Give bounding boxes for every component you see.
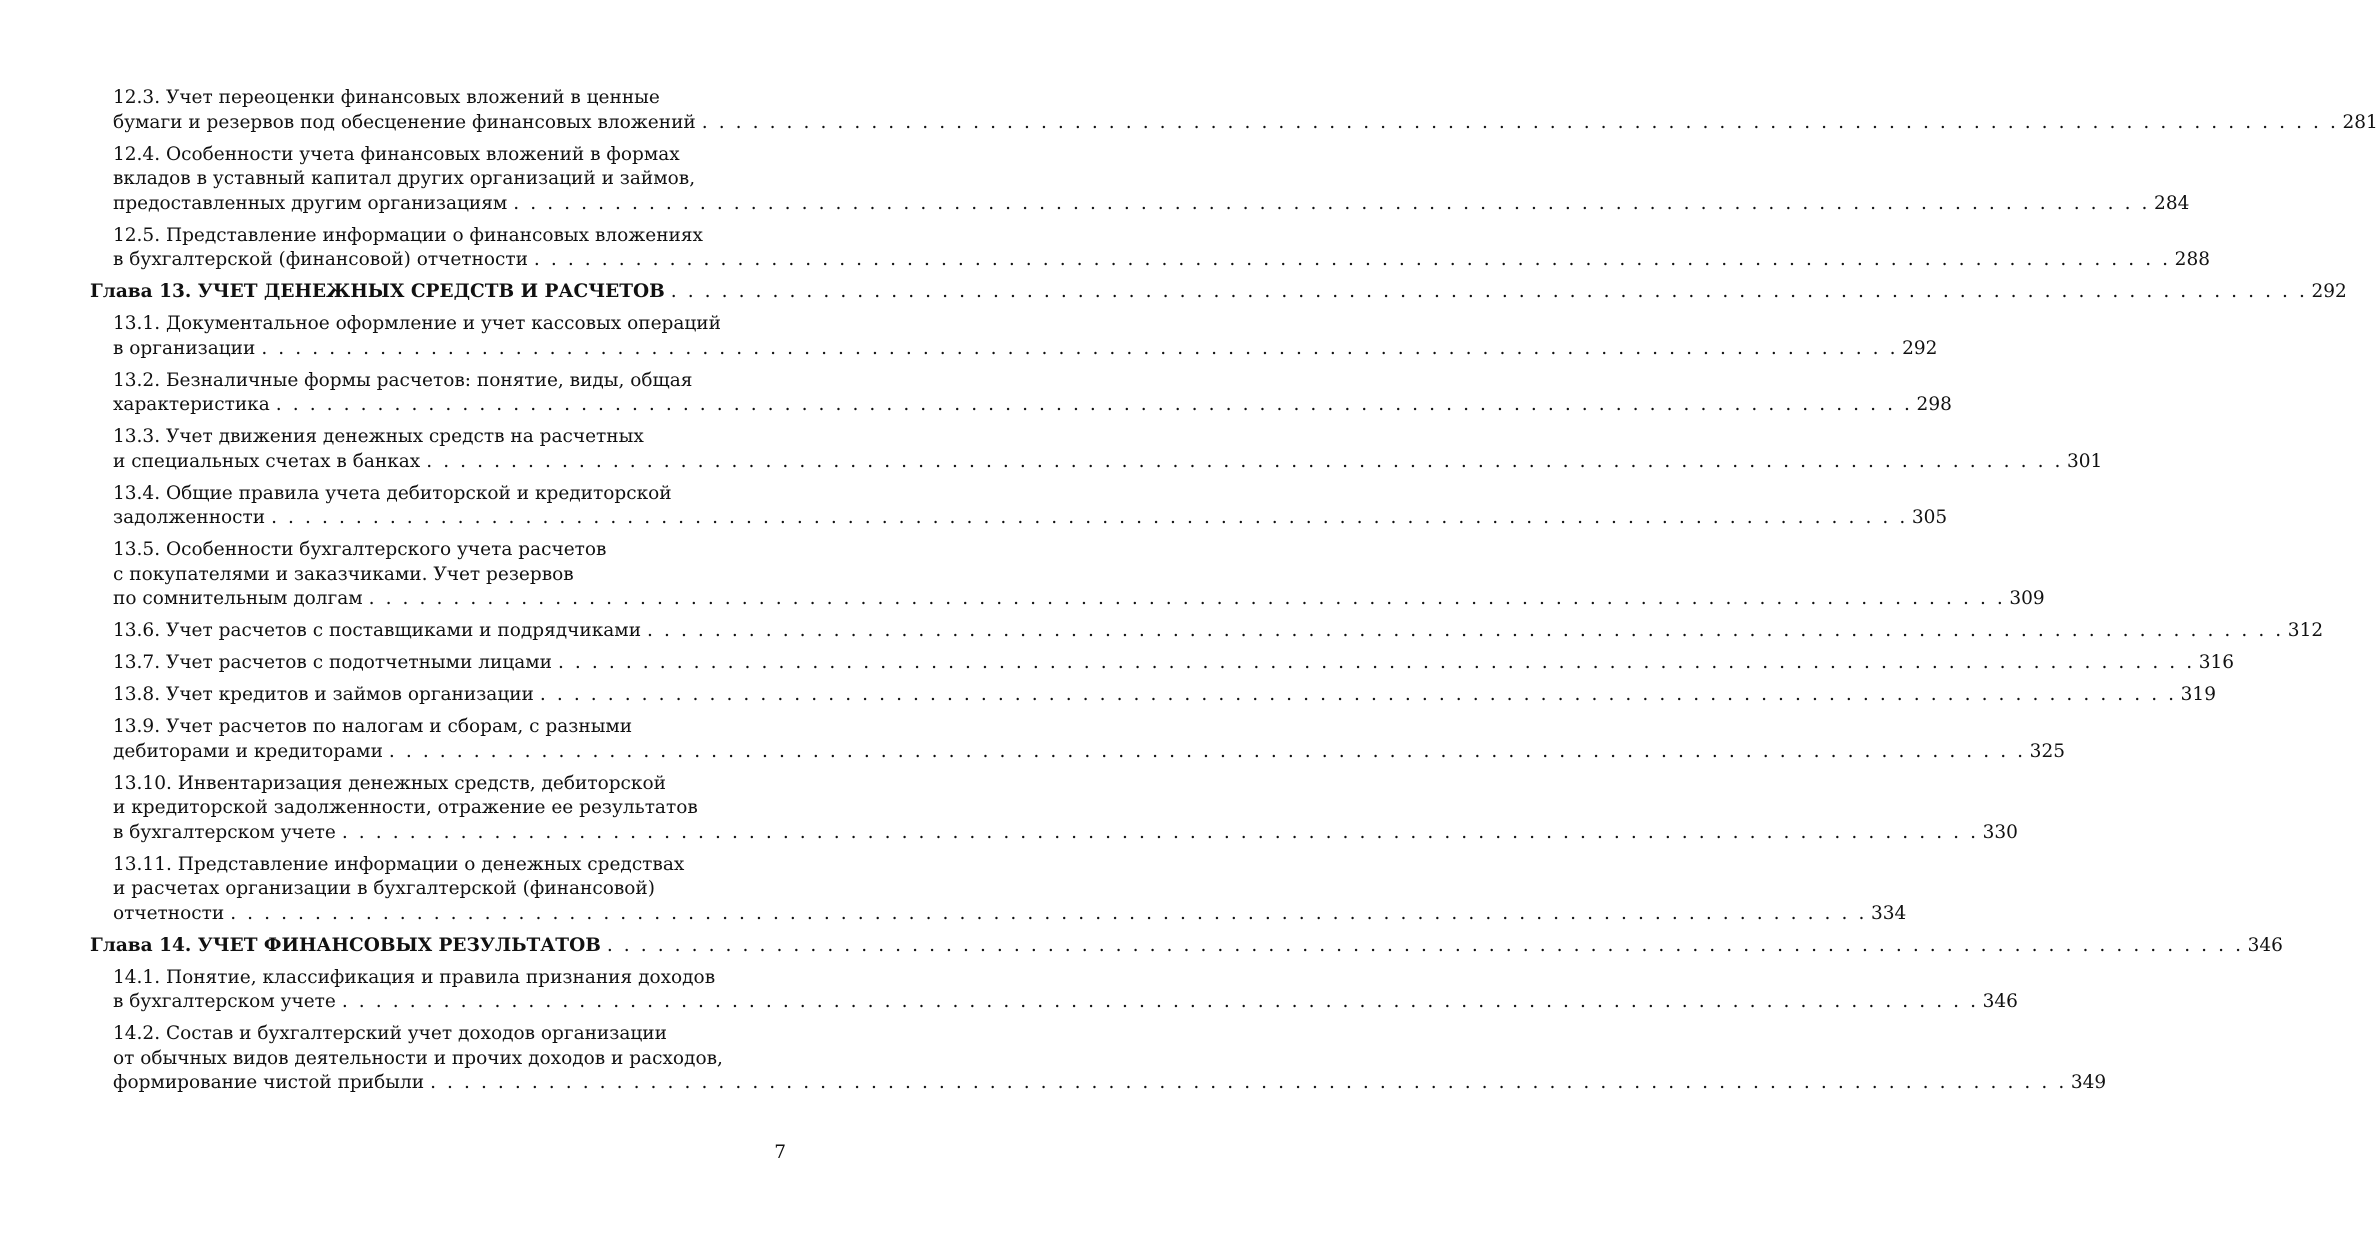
dot-leader: . . . . . . . . . . . . . . . . . . . . . . . . . . . . . . . . . . . . . . . . . . . . . . . . . . . . . . . . . . . . . . . . . . . . . . . . . . . . . . . . . . . . . . . . . . . . . . . . .	[341, 821, 1979, 843]
toc-entry-last-line	[113, 740, 2065, 765]
dot-leader: . . . . . . . . . . . . . . . . . . . . . . . . . . . . . . . . . . . . . . . . . . . . . . . . . . . . . . . . . . . . . . . . . . . . . . . . . . . . . . . . . . . . . . . . . . . . . . . . .	[388, 740, 2026, 762]
toc-section-entry[interactable]	[90, 1022, 2107, 1096]
toc-entry-title-line: Глава 13. УЧЕТ ДЕНЕЖНЫХ СРЕДСТВ И РАСЧЕТОВ	[90, 281, 665, 302]
toc-entry-title-line: 13.2. Безналичные формы расчетов: понятие, виды, общая	[113, 369, 693, 391]
toc-entry-title-line: с покупателями и заказчиками. Учет резервов	[113, 563, 574, 585]
toc-entry-last-line	[90, 934, 2283, 959]
toc-entry-last-line	[90, 280, 2347, 305]
toc-page-number: 334	[1870, 902, 1907, 924]
toc-section-entry[interactable]	[90, 683, 2216, 708]
toc-section-entry[interactable]	[90, 86, 2378, 135]
toc-entry-title-line: 13.3. Учет движения денежных средств на расчетных	[113, 426, 644, 447]
toc-section-entry[interactable]	[90, 772, 2018, 846]
dot-leader: . . . . . . . . . . . . . . . . . . . . . . . . . . . . . . . . . . . . . . . . . . . . . . . . . . . . . . . . . . . . . . . . . . . . . . . . . . . . . . . . . . . . . . . . . . . . . . . . .	[430, 1072, 2067, 1093]
toc-entry-last-line	[113, 1071, 2107, 1096]
toc-page-number: 292	[2311, 281, 2347, 302]
toc-section-entry[interactable]	[90, 538, 2045, 612]
toc-page-number: 346	[2247, 934, 2283, 956]
toc-page-number: 288	[2174, 249, 2210, 270]
dot-leader: . . . . . . . . . . . . . . . . . . . . . . . . . . . . . . . . . . . . . . . . . . . . . . . . . . . . . . . . . . . . . . . . . . . . . . . . . . . . . . . . . . . . . . . . . . . . . . . . .	[606, 934, 2244, 956]
dot-leader: . . . . . . . . . . . . . . . . . . . . . . . . . . . . . . . . . . . . . . . . . . . . . . . . . . . . . . . . . . . . . . . . . . . . . . . . . . . . . . . . . . . . . . . . . . . . . . . . .	[513, 192, 2151, 214]
toc-page-number: 298	[1916, 394, 1952, 415]
toc-entry-last-line	[113, 248, 2210, 273]
toc-entry-title-line: по сомнительным долгам	[113, 588, 363, 609]
toc-entry-title-line: Глава 14. УЧЕТ ФИНАНСОВЫХ РЕЗУЛЬТАТОВ	[90, 934, 601, 956]
toc-section-entry[interactable]	[90, 312, 1938, 361]
toc-page-number: 349	[2070, 1072, 2107, 1093]
toc-page-number: 301	[2067, 450, 2103, 472]
toc-entry-title-line: и расчетах организации в бухгалтерской (финансовой)	[113, 878, 655, 899]
toc-entry-last-line	[113, 192, 2190, 217]
toc-page-number: 281	[2342, 111, 2378, 133]
dot-leader: . . . . . . . . . . . . . . . . . . . . . . . . . . . . . . . . . . . . . . . . . . . . . . . . . . . . . . . . . . . . . . . . . . . . . . . . . . . . . . . . . . . . . . . . . . . . . . . . .	[539, 684, 2177, 705]
toc-section-entry[interactable]	[90, 853, 1907, 927]
dot-leader: . . . . . . . . . . . . . . . . . . . . . . . . . . . . . . . . . . . . . . . . . . . . . . . . . . . . . . . . . . . . . . . . . . . . . . . . . . . . . . . . . . . . . . . . . . . . . . . . .	[261, 337, 1899, 359]
toc-section-entry[interactable]	[90, 224, 2210, 273]
toc-entry-title-line: 14.1. Понятие, классификация и правила признания доходов	[113, 966, 716, 988]
toc-entry-last-line	[113, 587, 2045, 612]
toc-page-number: 312	[2287, 620, 2324, 641]
toc-entry-title-line: 13.1. Документальное оформление и учет кассовых операций	[113, 313, 721, 334]
toc-entry-title-line: предоставленных другим организациям	[113, 192, 508, 214]
toc-section-entry[interactable]	[90, 966, 2018, 1015]
toc-chapter-entry[interactable]	[90, 934, 2283, 959]
toc-entry-title-line: бумаги и резервов под обесценение финансовых вложений	[113, 111, 696, 133]
dot-leader: . . . . . . . . . . . . . . . . . . . . . . . . . . . . . . . . . . . . . . . . . . . . . . . . . . . . . . . . . . . . . . . . . . . . . . . . . . . . . . . . . . . . . . . . . . . . . . . . .	[533, 249, 2171, 270]
page-number: 7	[774, 1142, 786, 1163]
dot-leader: . . . . . . . . . . . . . . . . . . . . . . . . . . . . . . . . . . . . . . . . . . . . . . . . . . . . . . . . . . . . . . . . . . . . . . . . . . . . . . . . . . . . . . . . . . . . . . . . .	[647, 620, 2284, 641]
toc-entry-title-line: от обычных видов деятельности и прочих доходов и расходов,	[113, 1047, 723, 1069]
dot-leader: . . . . . . . . . . . . . . . . . . . . . . . . . . . . . . . . . . . . . . . . . . . . . . . . . . . . . . . . . . . . . . . . . . . . . . . . . . . . . . . . . . . . . . . . . . . . . . . . .	[557, 652, 2195, 673]
toc-entry-title-line: характеристика	[113, 394, 270, 415]
toc-entry-title-line: в организации	[113, 337, 256, 359]
toc-entry-title-line: 12.4. Особенности учета финансовых вложений в формах	[113, 143, 680, 165]
toc-section-entry[interactable]	[90, 619, 2324, 644]
toc-entry-title-line: в бухгалтерской (финансовой) отчетности	[113, 249, 528, 270]
toc-entry-last-line	[113, 393, 1952, 418]
toc-entry-title-line: и специальных счетах в банках	[113, 450, 421, 472]
toc-page-number: 330	[1982, 821, 2018, 843]
toc-section-entry[interactable]	[90, 369, 1952, 418]
toc-entry-title-line: в бухгалтерском учете	[113, 821, 336, 843]
toc-chapter-entry[interactable]	[90, 280, 2347, 305]
toc-entry-last-line	[113, 619, 2324, 644]
toc-section-entry[interactable]	[90, 143, 2190, 217]
toc-entry-title-line: 12.5. Представление информации о финансовых вложениях	[113, 224, 703, 246]
toc-entry-title-line: 13.7. Учет расчетов с подотчетными лицами	[113, 652, 552, 673]
toc-section-entry[interactable]	[90, 482, 1948, 531]
toc-entry-last-line	[113, 506, 1948, 531]
toc-page-number: 346	[1982, 991, 2018, 1012]
toc-entry-title-line: в бухгалтерском учете	[113, 991, 336, 1012]
toc-entry-title-line: 13.5. Особенности бухгалтерского учета расчетов	[113, 539, 607, 560]
toc-page-number: 316	[2198, 652, 2235, 673]
dot-leader: . . . . . . . . . . . . . . . . . . . . . . . . . . . . . . . . . . . . . . . . . . . . . . . . . . . . . . . . . . . . . . . . . . . . . . . . . . . . . . . . . . . . . . . . . . . . . . . . .	[701, 111, 2339, 133]
table-of-contents	[90, 86, 2378, 1103]
toc-entry-last-line	[113, 683, 2216, 708]
toc-entry-title-line: 12.3. Учет переоценки финансовых вложений в ценные	[113, 87, 660, 108]
toc-entry-title-line: 13.8. Учет кредитов и займов организации	[113, 684, 534, 705]
toc-section-entry[interactable]	[90, 715, 2065, 764]
toc-entry-title-line: 13.4. Общие правила учета дебиторской и кредиторской	[113, 482, 672, 504]
toc-section-entry[interactable]	[90, 651, 2235, 676]
toc-entry-last-line	[113, 111, 2378, 136]
toc-page-number: 284	[2154, 192, 2190, 214]
toc-section-entry[interactable]	[90, 425, 2103, 474]
dot-leader: . . . . . . . . . . . . . . . . . . . . . . . . . . . . . . . . . . . . . . . . . . . . . . . . . . . . . . . . . . . . . . . . . . . . . . . . . . . . . . . . . . . . . . . . . . . . . . . . .	[368, 588, 2006, 609]
toc-entry-last-line	[113, 821, 2018, 846]
toc-page-number: 319	[2180, 684, 2216, 705]
dot-leader: . . . . . . . . . . . . . . . . . . . . . . . . . . . . . . . . . . . . . . . . . . . . . . . . . . . . . . . . . . . . . . . . . . . . . . . . . . . . . . . . . . . . . . . . . . . . . . . . .	[275, 394, 1913, 415]
toc-entry-last-line	[113, 337, 1938, 362]
toc-page-number: 309	[2009, 588, 2045, 609]
dot-leader: . . . . . . . . . . . . . . . . . . . . . . . . . . . . . . . . . . . . . . . . . . . . . . . . . . . . . . . . . . . . . . . . . . . . . . . . . . . . . . . . . . . . . . . . . . . . . . . . .	[426, 450, 2064, 472]
toc-entry-title-line: отчетности	[113, 902, 225, 924]
toc-entry-title-line: 13.10. Инвентаризация денежных средств, дебиторской	[113, 772, 666, 794]
toc-entry-title-line: вкладов в уставный капитал других организаций и займов,	[113, 168, 696, 189]
toc-entry-last-line	[113, 902, 1907, 927]
toc-page-number: 292	[1902, 337, 1938, 359]
toc-entry-last-line	[113, 990, 2018, 1015]
toc-entry-title-line: и кредиторской задолженности, отражение ее результатов	[113, 797, 698, 818]
toc-entry-title-line: 14.2. Состав и бухгалтерский учет доходов организации	[113, 1023, 667, 1044]
dot-leader: . . . . . . . . . . . . . . . . . . . . . . . . . . . . . . . . . . . . . . . . . . . . . . . . . . . . . . . . . . . . . . . . . . . . . . . . . . . . . . . . . . . . . . . . . . . . . . . . .	[271, 507, 1908, 528]
toc-entry-title-line: 13.9. Учет расчетов по налогам и сборам, с разными	[113, 716, 633, 737]
dot-leader: . . . . . . . . . . . . . . . . . . . . . . . . . . . . . . . . . . . . . . . . . . . . . . . . . . . . . . . . . . . . . . . . . . . . . . . . . . . . . . . . . . . . . . . . . . . . . . . . .	[341, 991, 1979, 1012]
toc-entry-title-line: 13.6. Учет расчетов с поставщиками и подрядчиками	[113, 620, 642, 641]
toc-entry-title-line: 13.11. Представление информации о денежных средствах	[113, 853, 685, 875]
dot-leader: . . . . . . . . . . . . . . . . . . . . . . . . . . . . . . . . . . . . . . . . . . . . . . . . . . . . . . . . . . . . . . . . . . . . . . . . . . . . . . . . . . . . . . . . . . . . . . . . .	[230, 902, 1867, 924]
toc-page-number: 325	[2029, 740, 2065, 762]
toc-entry-last-line	[113, 450, 2103, 475]
toc-entry-title-line: формирование чистой прибыли	[113, 1072, 425, 1093]
toc-entry-title-line: задолженности	[113, 507, 266, 528]
toc-entry-title-line: дебиторами и кредиторами	[113, 740, 383, 762]
toc-entry-last-line	[113, 651, 2235, 676]
dot-leader: . . . . . . . . . . . . . . . . . . . . . . . . . . . . . . . . . . . . . . . . . . . . . . . . . . . . . . . . . . . . . . . . . . . . . . . . . . . . . . . . . . . . . . . . . . . . . . . . .	[670, 281, 2308, 302]
toc-page-number: 305	[1911, 507, 1948, 528]
